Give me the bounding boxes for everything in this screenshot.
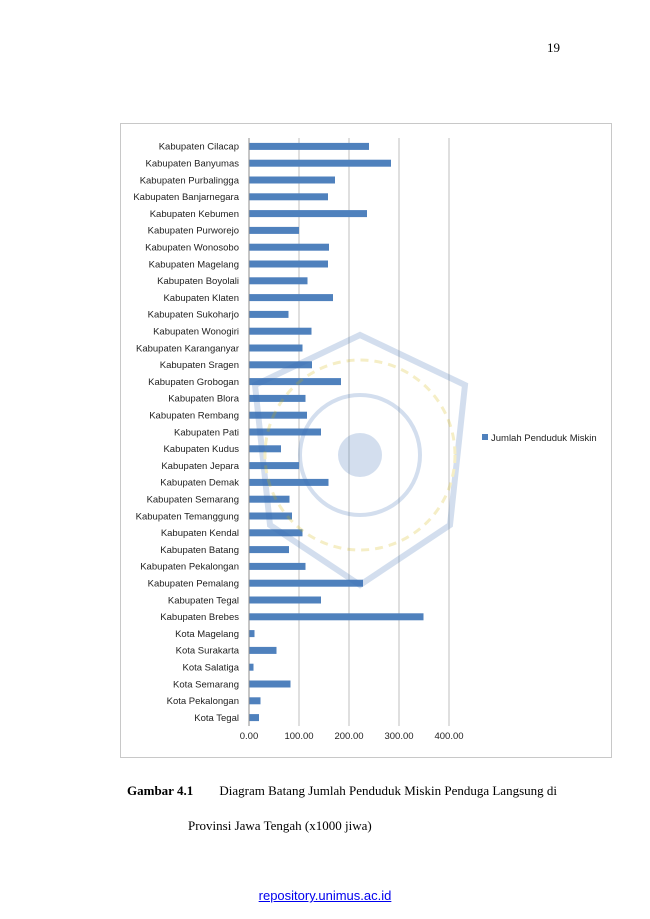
bar: [249, 630, 255, 637]
category-label: Kabupaten Purworejo: [147, 225, 239, 237]
bar: [249, 597, 321, 604]
category-label: Kabupaten Pati: [174, 427, 239, 439]
legend-swatch: [482, 434, 488, 440]
bar: [249, 563, 306, 570]
bar: [249, 294, 333, 301]
category-label: Kabupaten Boyolali: [157, 276, 239, 288]
category-label: Kabupaten Banyumas: [145, 158, 239, 170]
x-tick-label: 400.00: [434, 731, 464, 742]
category-label: Kabupaten Grobogan: [148, 376, 239, 388]
bar: [249, 613, 424, 620]
bar: [249, 361, 312, 368]
category-label: Kota Semarang: [172, 679, 239, 691]
bar: [249, 193, 328, 200]
category-label: Kota Surakarta: [175, 645, 239, 657]
bar: [249, 160, 391, 167]
category-label: Kabupaten Wonogiri: [153, 326, 239, 338]
x-tick-label: 300.00: [384, 731, 414, 742]
category-label: Kabupaten Semarang: [146, 494, 239, 506]
bar: [249, 277, 308, 284]
category-label: Kabupaten Karanganyar: [136, 343, 239, 355]
bar: [249, 177, 335, 184]
category-label: Kabupaten Kudus: [163, 444, 239, 456]
bar: [249, 143, 369, 150]
x-tick-label: 200.00: [334, 731, 364, 742]
figure-caption: [127, 773, 557, 843]
page-number: 19: [547, 40, 560, 55]
bar: [249, 412, 307, 419]
category-label: Kabupaten Banjarnegara: [133, 192, 239, 204]
category-label: Kabupaten Magelang: [148, 259, 239, 271]
bar: [249, 714, 259, 721]
bar: [249, 244, 329, 251]
category-label: Kabupaten Temanggung: [135, 511, 239, 523]
bar: [249, 496, 290, 503]
category-label: Kota Tegal: [194, 712, 239, 724]
x-tick-label: 0.00: [239, 731, 259, 742]
repository-link[interactable]: repository.unimus.ac.id: [258, 888, 392, 903]
category-label: Kabupaten Wonosobo: [145, 242, 239, 254]
bar: [249, 429, 321, 436]
bar: [249, 378, 341, 385]
bar: [249, 546, 289, 553]
bar: [249, 345, 303, 352]
category-label: Kabupaten Demak: [160, 477, 239, 489]
category-label: Kota Magelang: [175, 628, 239, 640]
category-label: Kabupaten Kebumen: [149, 208, 239, 220]
bar: [249, 261, 328, 268]
bar: [249, 681, 291, 688]
bar: [249, 445, 281, 452]
category-label: Kabupaten Kendal: [160, 528, 239, 540]
bar: [249, 210, 367, 217]
category-label: Kabupaten Brebes: [160, 612, 239, 624]
bar: [249, 479, 329, 486]
caption-label: Gambar 4.1: [127, 783, 194, 798]
bar: [249, 697, 261, 704]
category-label: Kota Pekalongan: [166, 696, 239, 708]
caption-text-line1: Diagram Batang Jumlah Penduduk Miskin Penduga Langsung di: [219, 783, 557, 798]
bar: [249, 513, 292, 520]
category-label: Kabupaten Batang: [160, 544, 239, 556]
bar-chart: [120, 123, 612, 758]
category-label: Kabupaten Klaten: [163, 292, 239, 304]
category-label: Kabupaten Cilacap: [158, 141, 239, 153]
legend-label: Jumlah Penduduk Miskin: [491, 433, 597, 444]
category-label: Kabupaten Pemalang: [147, 578, 239, 590]
bar: [249, 529, 303, 536]
category-label: Kabupaten Purbalingga: [139, 175, 239, 187]
chart-svg: [121, 124, 611, 757]
category-label: Kabupaten Sukoharjo: [147, 309, 239, 321]
bar: [249, 462, 299, 469]
bar: [249, 311, 289, 318]
category-label: Kabupaten Jepara: [161, 460, 239, 472]
bar: [249, 227, 299, 234]
bar: [249, 328, 312, 335]
bar: [249, 664, 254, 671]
x-tick-label: 100.00: [284, 731, 314, 742]
category-label: Kabupaten Pekalongan: [140, 561, 239, 573]
category-label: Kabupaten Rembang: [149, 410, 239, 422]
category-label: Kabupaten Sragen: [159, 360, 239, 372]
bar: [249, 395, 306, 402]
caption-text-line2: Provinsi Jawa Tengah (x1000 jiwa): [188, 818, 372, 833]
category-label: Kota Salatiga: [182, 662, 239, 674]
bar: [249, 647, 277, 654]
category-label: Kabupaten Blora: [168, 393, 239, 405]
category-label: Kabupaten Tegal: [167, 595, 239, 607]
bar: [249, 580, 363, 587]
